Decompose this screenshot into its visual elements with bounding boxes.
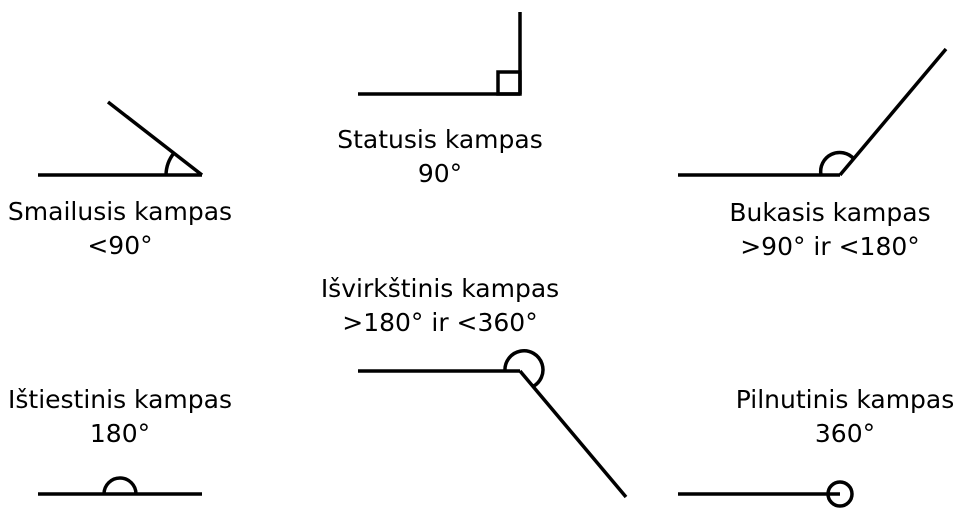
- acute-slanted-ray: [108, 102, 202, 175]
- right-angle-name: Statusis kampas: [337, 125, 543, 154]
- full-angle-figure: [678, 482, 852, 506]
- reflex-slanted-ray: [520, 371, 626, 497]
- reflex-angle-name: Išvirkštinis kampas: [320, 274, 560, 303]
- obtuse-angle-name: Bukasis kampas: [729, 198, 931, 227]
- acute-angle-label: [0, 195, 240, 263]
- right-angle-marker: [498, 72, 520, 94]
- straight-arc: [104, 478, 136, 494]
- reflex-angle-measure: >180° ir <360°: [342, 308, 538, 337]
- right-angle-figure: [358, 12, 520, 94]
- reflex-angle-figure: [358, 351, 626, 497]
- reflex-arc: [505, 351, 543, 387]
- straight-angle-figure: [38, 478, 202, 494]
- obtuse-angle-figure: [678, 49, 946, 175]
- acute-arc: [166, 153, 174, 175]
- obtuse-angle-measure: >90° ir <180°: [740, 232, 920, 261]
- straight-angle-label: [0, 383, 240, 451]
- acute-angle-measure: <90°: [87, 231, 153, 260]
- straight-angle-name: Ištiestinis kampas: [8, 385, 232, 414]
- full-angle-measure: 360°: [814, 419, 876, 448]
- reflex-angle-label: [300, 272, 580, 340]
- obtuse-angle-label: [700, 196, 960, 264]
- full-angle-name: Pilnutinis kampas: [735, 385, 955, 414]
- acute-angle-name: Smailusis kampas: [7, 197, 233, 226]
- straight-angle-measure: 180°: [89, 419, 151, 448]
- obtuse-slanted-ray: [840, 49, 946, 175]
- full-angle-label: [720, 383, 960, 451]
- right-angle-label: [320, 123, 560, 191]
- right-angle-measure: 90°: [417, 159, 463, 188]
- acute-angle-figure: [38, 102, 202, 175]
